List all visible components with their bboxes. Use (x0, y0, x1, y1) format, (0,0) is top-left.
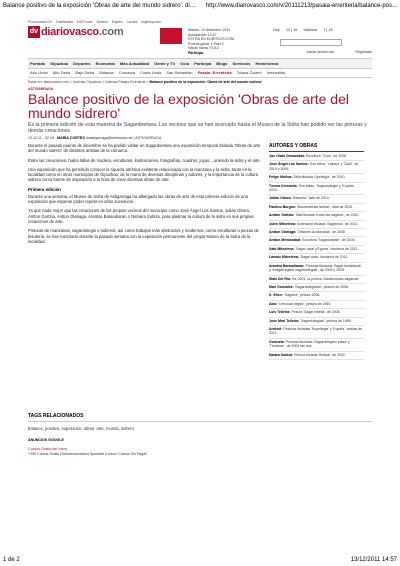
author-item (269, 221, 364, 229)
date-line: Podrás ganar 1.Pset 2 (188, 41, 224, 46)
nav-item[interactable]: Ocio (180, 61, 190, 66)
promo-banner[interactable] (160, 28, 182, 44)
author-item (269, 183, 364, 196)
author-work: 'Lehouak begira', pintura de 1960. (278, 301, 332, 306)
article-paragraph: Pinturas de manzanas, sagardotegis o sidreros, así como trabajos más abstractos y modernos, como esculturas o piezas de bisutería, se han mezclado durante la pasada semana con la exposición permanente del propio Museo de la Sidra de la localidad. (28, 228, 259, 244)
topnav-link[interactable]: Vocento (96, 20, 108, 24)
logo-suffix: .com (98, 26, 124, 38)
author-work: Talla titulada 'Upellegia', de 2010. (293, 175, 346, 180)
subnav-item[interactable]: Bajo Deba (75, 70, 95, 75)
subnav-item[interactable]: San Sebastián (166, 70, 193, 75)
weather-tomorrow-label: Mañana (303, 28, 318, 32)
byline-date: 13.12.11 - 02:18 - (28, 136, 58, 140)
site-logo[interactable] (41, 26, 123, 38)
author-item (269, 284, 364, 292)
nav-item[interactable]: Gente y TV (154, 61, 176, 66)
author-work: Escultura 'Txolo', de 2008. (305, 154, 347, 158)
tags-list[interactable]: balance, positivo, exposición, obras, arte, mundo, sidrero (28, 426, 134, 431)
author-item (269, 318, 364, 326)
author-item (269, 195, 364, 203)
author-work: Talla titulada 'Koba eta sagarra', de 2010. (295, 213, 360, 218)
author-item (269, 174, 364, 182)
author-work: 'Sagarra', pintura 2008. (284, 293, 321, 298)
register-link[interactable]: Regístrate (355, 50, 372, 54)
author-name: K. Erice: (269, 293, 284, 298)
subnav-item[interactable]: Alto Deba (52, 70, 71, 75)
author-name: Txema Urrestola: (269, 183, 298, 188)
ads-title: ANUNCIOS GOOGLE (28, 438, 64, 442)
subnav-item[interactable]: Tolosa-Goierri (236, 70, 262, 75)
nav-item[interactable]: Portada (30, 61, 45, 66)
author-work: Dos óleos, 'Lalmus' y 'Zaldi', de 2010 y 2009. (269, 162, 359, 171)
ad-link[interactable]: Cursos Gratis del Inem (28, 447, 67, 451)
date-line-bold[interactable]: Participa (188, 50, 204, 55)
author-name: Jose Ángel Los Santos: (269, 162, 309, 167)
subnav-item[interactable]: Comarca (118, 70, 136, 75)
author-item (269, 237, 364, 245)
author-work: 'Sagar data', bisutería de 2011. (299, 255, 349, 260)
current-date: Martes, 13 diciembre 2011 (188, 28, 231, 32)
logo-mark[interactable]: dv (28, 26, 40, 38)
search-input[interactable] (280, 39, 342, 46)
author-item (269, 254, 364, 262)
author-work: 'Sagardotegian', pintura de 1980. (300, 318, 352, 323)
author-item (269, 326, 364, 339)
nav-item[interactable]: Blogs (216, 61, 228, 66)
author-work: Pinturas tituladas 'Sagar burtaldeak' y 'Antigarragako sagardotegiak', de 2006 y 2005. (269, 263, 362, 273)
author-name: Julen Mitxelena: (269, 221, 297, 226)
brand-row (28, 26, 372, 55)
article-paragraph: Entre las creaciones, había tallas de madera, esculturas, ilustraciones, fotografías, cuadros, joyas....uniendo la sidra y el arte. (28, 157, 261, 163)
author-name: Aiax: (269, 301, 278, 306)
article-paragraph: Una exposición que ha permitido conocer la riqueza artística existente relacionada con la manzana y la sidra, tanto en la localidad como en otros municipios de Gipuzkoa, de la mano de diversas disciplinas y autores, y la importancia de la cultura sidrera como fuente de inspiración a la hora de crear diversas obras de arte. (28, 166, 258, 183)
subnav-item[interactable]: Inmuebles (266, 70, 286, 75)
weather-today-label: Hoy (273, 28, 280, 32)
nav-item[interactable]: Hemeroteca (255, 61, 279, 66)
author-item (269, 246, 364, 254)
authors-list (269, 153, 364, 360)
subnav-item-active[interactable]: Pasaia -Errenteria (197, 70, 232, 75)
author-item (269, 229, 364, 237)
article-body (28, 143, 263, 248)
author-name: Arritxel: (269, 326, 283, 331)
login-area (287, 50, 372, 54)
author-work: Pintura 'Sagar billetia', de 2008. (291, 310, 341, 315)
byline-author: MARÍA CORTÉS (57, 136, 85, 140)
topnav-link[interactable]: Coches (126, 20, 138, 24)
author-item (269, 301, 364, 309)
nav-item[interactable]: Gipuzkoa (50, 61, 69, 66)
weather-today-temp: 12 | 16 (285, 28, 298, 32)
author-name: Xabi Mitxelena: (269, 246, 295, 251)
author-item (269, 309, 364, 317)
topnav-link[interactable]: mujerhoy.com (141, 20, 161, 24)
weather-tomorrow-temp: 7 | 15 (323, 28, 333, 32)
author-name: Mari González: (269, 284, 294, 289)
subnav-item[interactable]: Bidasoa (99, 70, 114, 75)
author-item (269, 292, 364, 300)
sub-navbar (28, 69, 372, 78)
author-work: Escultura 'Sagardotzale', de 2005. (302, 238, 356, 243)
author-work: Pintura titulada 'Botilak', de 2002. (294, 352, 346, 357)
author-work: 'Sagardotegietan', pintura de 2008. (294, 284, 349, 289)
byline-contact: dvastigarraga@telefonica.net | ASTIGARRAGA. (84, 136, 163, 140)
author-name: Luis Telleria: (269, 310, 291, 315)
author-item (269, 212, 364, 220)
author-name: Jon Olabi Ormazabal: (269, 154, 305, 158)
signin-link[interactable]: Iniciar sesión con (306, 50, 335, 54)
tags-title: TAGS RELACIONADOS (28, 413, 372, 422)
authors-sidebar (269, 143, 364, 360)
top-utility-nav (28, 18, 372, 26)
nav-item[interactable]: Servicios (232, 61, 251, 66)
print-header-url: http://www.diariovasco.com/v/20111213/pasaia-errenteria/balance-pos... (205, 3, 397, 9)
breadcrumb-trail[interactable]: Estás en: diariovasco.com > Noticias Gipuzkoa > Noticias Pasaia Errenteria > (28, 80, 150, 84)
print-footer-page: 1 de 2 (3, 557, 20, 563)
date-box (188, 28, 234, 56)
article-byline (28, 136, 372, 140)
author-work: 'Basoetxeraia lanean', talla de 2010. (297, 204, 354, 209)
author-name: Jose Mari Telleria: (269, 318, 300, 323)
article-paragraph: Durante el pasado puente de diciembre se ha podido visitar en Sagardoetxea una exposición temporal titulada 'Obras de arte del mundo sidrero' de distintos artistas de la comarca. (28, 143, 261, 154)
author-name: Antton Mendizabal: (269, 238, 302, 243)
author-item (269, 153, 364, 161)
author-name: Arantxa Barandiaran: (269, 263, 305, 268)
article-paragraph: Ya que nada mejor que las creaciones de los propios vecinos del municipio como José Ángel Los Santos, Julián Olarra, Antton Gartzia, Antton Olariaga, Arantxa Barandiaran o Nahiara Subiza, para plasmar la cultura de la sidra en sus propias creaciones de arte. (28, 208, 254, 224)
author-name: Antton Gartzia: (269, 213, 295, 218)
breadcrumb-current: Balance positivo de la exposición 'Obras de arte del mundo sidrero' (149, 80, 263, 84)
author-item (269, 204, 364, 212)
article-subheading: Primera edición (28, 186, 61, 192)
page-container (28, 18, 372, 357)
author-name: Lamaiz Mitxelena: (269, 255, 299, 260)
author-work: 'Sagar ustai y Egurra', bisutería de 2011. (295, 246, 359, 251)
author-work: De 2001, la pintura 'Zabalondoko sagarrak'. (292, 276, 360, 281)
author-name: Goiznela: (269, 339, 285, 344)
author-name: Julián Olarra: (269, 196, 292, 201)
author-name: Felipe Muñoa: (269, 175, 293, 180)
weather-widget (273, 28, 338, 32)
date-line: Válido hasta 7/1/12 (188, 46, 219, 51)
author-name: Naiara Subiza: (269, 352, 294, 357)
author-work: Ilustración titulada 'Sagardoa', de 2011. (297, 221, 359, 226)
section-label[interactable]: ASTIGARRAGA (28, 87, 54, 91)
author-name: Iñaki Del Rio: (269, 276, 292, 281)
subnav-item[interactable]: Costa Urola (140, 70, 162, 75)
print-header-title: Balance positivo de la exposición 'Obras de arte del mundo sidrero'. di… (3, 3, 196, 9)
article-headline: Balance positivo de la exposición 'Obras de arte del mundo sidrero' (28, 91, 349, 121)
logo-name: diariovasco (41, 26, 99, 38)
author-item (269, 161, 364, 174)
nav-item[interactable]: Deportes (73, 61, 91, 66)
print-footer-timestamp: 13/12/2011 14:57 (350, 557, 397, 563)
author-item (269, 263, 364, 276)
subnav-item[interactable]: Alto Urola (30, 70, 48, 75)
authors-title: AUTORES Y OBRAS (269, 143, 364, 152)
nav-item[interactable]: Economía (95, 61, 115, 66)
author-item (269, 339, 364, 352)
topnav-link[interactable]: Promociones DV (28, 20, 52, 24)
nav-item[interactable]: Participa (194, 61, 212, 66)
author-work: Pinturas tituladas 'Sagardotegiko plazá' y 'Txiotetan', de 2004 las dos. (269, 339, 350, 349)
author-work: Pinturas tituladas 'Kupellegia' y 'Kupela', ambas de 2011. (269, 326, 363, 336)
ad-text: +290 Cursos Gratis (Subvencionados) Apúntate e hacer Cursos Sin Paga!! (28, 452, 148, 456)
topnav-link[interactable]: Clasificados (55, 20, 73, 24)
article-lead: Es la primera edición de esta muestra de Sagardoetxea. Los vecinos que se han acercado hasta el Museo de la Sidra han podido ver las pinturas y demás creaciones (28, 122, 367, 134)
author-name: Paulino Burgos: (269, 204, 297, 209)
author-item (269, 352, 364, 360)
author-work: Dos tallas, 'Sagardotegia' y 'Kupela', 2010. (269, 183, 355, 193)
author-item (269, 276, 364, 284)
article-paragraph: Durante una semana, el Museo de Sidra de Astigarraga ha albergado las obras de arte de esta primera edición de una exposición que esperan poder repetir en años sucesivos. (28, 193, 248, 205)
author-work: 'Basoma', talla de 2010. (292, 196, 330, 201)
date-line: EXTRA EN EUROSOS.COM (188, 37, 235, 42)
breadcrumb (28, 78, 372, 86)
topnav-link[interactable]: Empleo (111, 20, 123, 24)
main-navbar (28, 58, 372, 69)
tags-section (28, 413, 372, 456)
author-name: Antton Olariaga: (269, 230, 297, 235)
nav-item[interactable]: Más Actualidad (119, 61, 150, 66)
date-line: Actualizado 14:47 (188, 32, 217, 37)
author-work: 'Desnien Acoltzoaiak', de 2008. (297, 230, 346, 235)
topnav-link[interactable]: 11870.com (76, 20, 93, 24)
